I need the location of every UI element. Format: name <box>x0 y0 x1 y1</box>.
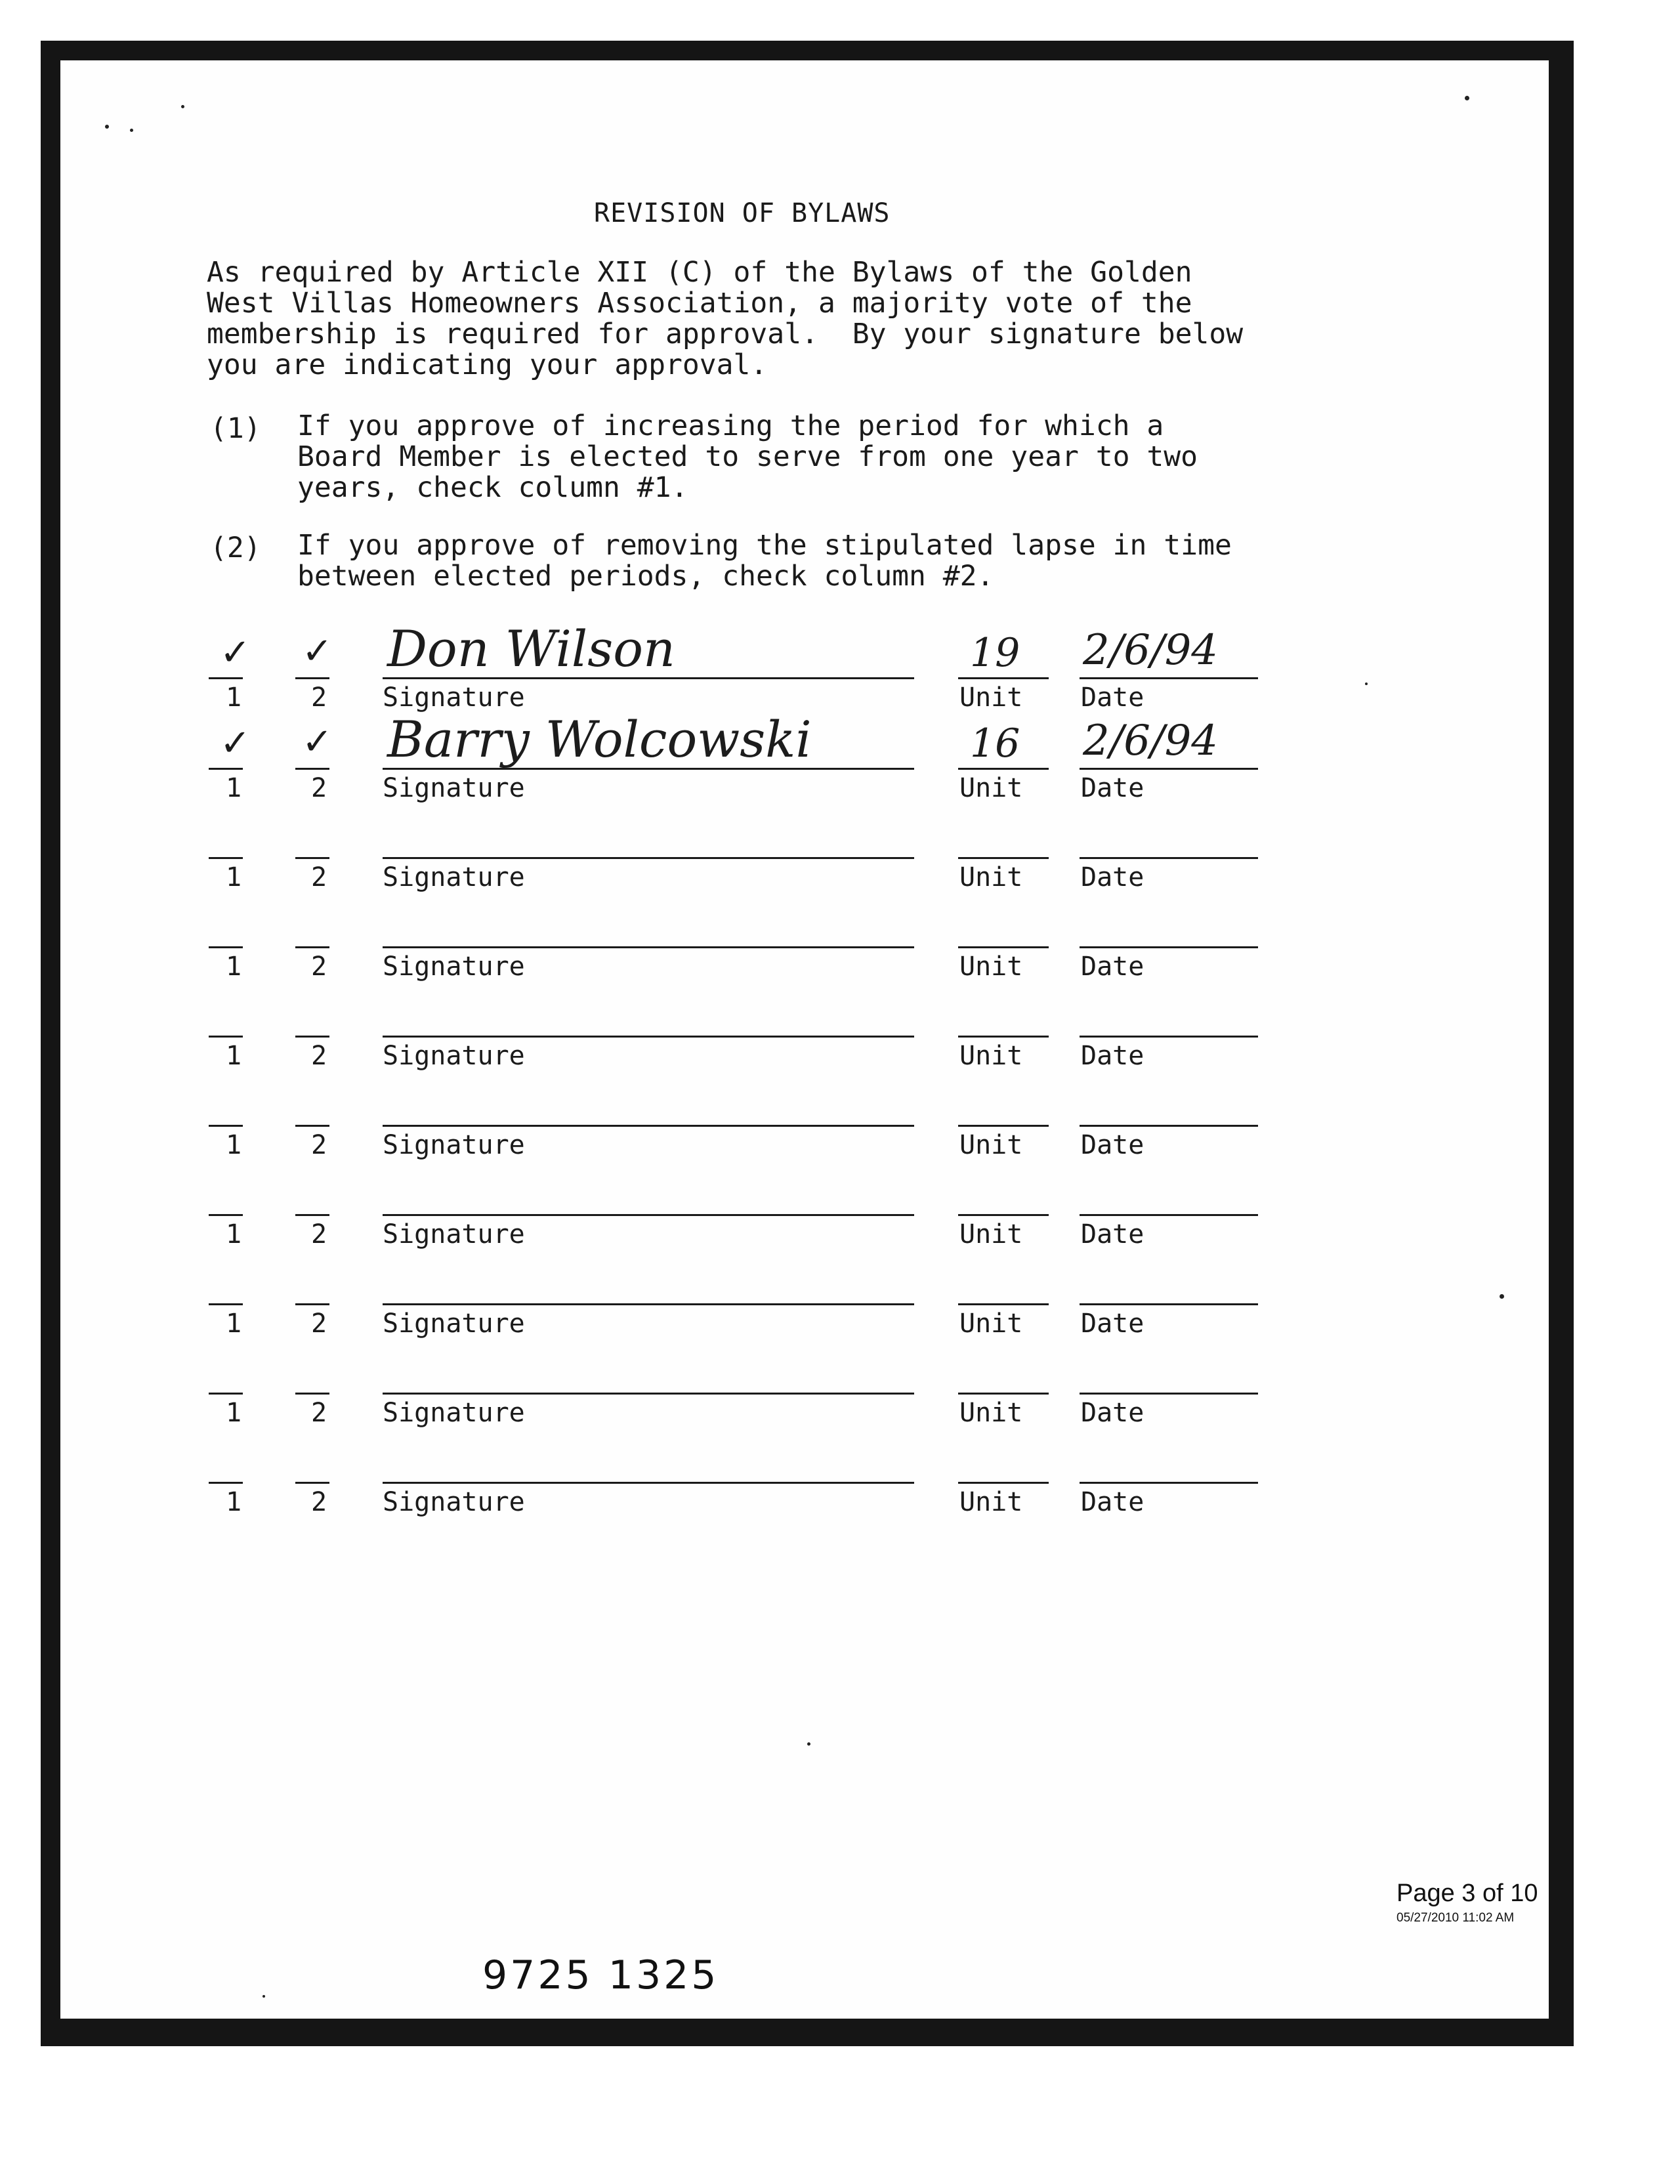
signature-row <box>0 1393 1680 1458</box>
col2-label: 2 <box>311 682 327 713</box>
signature-line <box>383 857 914 859</box>
col2-line <box>295 1393 329 1395</box>
col1-line <box>209 1036 243 1038</box>
date-line <box>1080 1125 1258 1127</box>
handwritten-unit: 19 <box>970 630 1020 676</box>
unit-label: Unit <box>959 862 1023 892</box>
date-line <box>1080 768 1258 770</box>
col1-label: 1 <box>226 862 242 892</box>
col1-label: 1 <box>226 1041 242 1071</box>
col1-line <box>209 768 243 770</box>
date-line <box>1080 1303 1258 1305</box>
handwritten-date: 2/6/94 <box>1083 626 1218 675</box>
check-col2: ✓ <box>302 721 333 763</box>
unit-line <box>958 857 1049 859</box>
col2-label: 2 <box>311 773 327 803</box>
signature-row <box>0 620 1680 743</box>
speck <box>262 1995 265 1998</box>
col2-line <box>295 677 329 679</box>
col2-line <box>295 946 329 948</box>
col2-label: 2 <box>311 952 327 982</box>
signature-line <box>383 1214 914 1216</box>
unit-label: Unit <box>959 1398 1023 1428</box>
unit-label: Unit <box>959 1041 1023 1071</box>
col1-line <box>209 1482 243 1484</box>
col1-line <box>209 1303 243 1305</box>
col1-label: 1 <box>226 773 242 803</box>
date-line <box>1080 857 1258 859</box>
signature-label: Signature <box>383 773 525 803</box>
date-label: Date <box>1081 1309 1144 1339</box>
col2-label: 2 <box>311 1219 327 1250</box>
unit-line <box>958 1482 1049 1484</box>
col1-label: 1 <box>226 1398 242 1428</box>
unit-label: Unit <box>959 1487 1023 1517</box>
date-label: Date <box>1081 952 1144 982</box>
check-col1: ✓ <box>220 631 251 674</box>
signature-line <box>383 1125 914 1127</box>
unit-line <box>958 1036 1049 1038</box>
unit-label: Unit <box>959 1130 1023 1160</box>
item-number-2: (2) <box>210 532 261 564</box>
date-line <box>1080 946 1258 948</box>
col1-label: 1 <box>226 1487 242 1517</box>
speck <box>130 129 133 132</box>
unit-line <box>958 1125 1049 1127</box>
col2-label: 2 <box>311 1487 327 1517</box>
intro-paragraph: As required by Article XII (C) of the Bylaws of the Golden West Villas Homeowners Association, a majority vote of the membership is required for approval. By your signature below you are indicating your approval. <box>207 256 1244 381</box>
col2-line <box>295 1303 329 1305</box>
speck <box>807 1742 810 1746</box>
col2-line <box>295 1214 329 1216</box>
signature-row <box>0 946 1680 1012</box>
date-label: Date <box>1081 1041 1144 1071</box>
col1-line <box>209 857 243 859</box>
date-label: Date <box>1081 1398 1144 1428</box>
date-line <box>1080 1393 1258 1395</box>
signature-label: Signature <box>383 1219 525 1250</box>
check-col1: ✓ <box>220 722 251 765</box>
col2-label: 2 <box>311 1309 327 1339</box>
signature-line <box>383 1036 914 1038</box>
col2-line <box>295 1036 329 1038</box>
unit-label: Unit <box>959 682 1023 713</box>
signature-row <box>0 1482 1680 1547</box>
col2-line <box>295 857 329 859</box>
date-line <box>1080 1214 1258 1216</box>
signature-label: Signature <box>383 952 525 982</box>
document-number: 9725 1325 <box>482 1952 719 1998</box>
unit-label: Unit <box>959 952 1023 982</box>
date-line <box>1080 1482 1258 1484</box>
date-label: Date <box>1081 1219 1144 1250</box>
col1-line <box>209 1393 243 1395</box>
signature-row <box>0 1036 1680 1101</box>
signature-line <box>383 1303 914 1305</box>
col1-line <box>209 1125 243 1127</box>
signature-label: Signature <box>383 1130 525 1160</box>
col2-line <box>295 768 329 770</box>
handwritten-date: 2/6/94 <box>1083 717 1218 765</box>
unit-line <box>958 1214 1049 1216</box>
col1-label: 1 <box>226 952 242 982</box>
speck <box>1465 96 1469 100</box>
handwritten-unit: 16 <box>970 721 1020 766</box>
unit-line <box>958 1303 1049 1305</box>
check-col2: ✓ <box>302 630 333 673</box>
col1-label: 1 <box>226 1309 242 1339</box>
date-line <box>1080 1036 1258 1038</box>
signature-line <box>383 1482 914 1484</box>
signature-line <box>383 1393 914 1395</box>
signature-label: Signature <box>383 1398 525 1428</box>
item-number-1: (1) <box>210 412 261 445</box>
unit-line <box>958 946 1049 948</box>
signature-label: Signature <box>383 682 525 713</box>
page-title: REVISION OF BYLAWS <box>594 198 891 228</box>
speck <box>1500 1294 1504 1299</box>
signature-row <box>0 710 1680 833</box>
col2-label: 2 <box>311 1130 327 1160</box>
col2-line <box>295 1125 329 1127</box>
signature-row <box>0 857 1680 923</box>
date-label: Date <box>1081 1130 1144 1160</box>
signature-label: Signature <box>383 1309 525 1339</box>
unit-line <box>958 1393 1049 1395</box>
signature-row <box>0 1214 1680 1280</box>
date-label: Date <box>1081 682 1144 713</box>
col2-label: 2 <box>311 1398 327 1428</box>
col1-line <box>209 1214 243 1216</box>
col2-label: 2 <box>311 1041 327 1071</box>
speck <box>181 105 184 108</box>
handwritten-signature: Don Wilson <box>387 620 675 678</box>
signature-line <box>383 946 914 948</box>
date-label: Date <box>1081 773 1144 803</box>
signature-label: Signature <box>383 1487 525 1517</box>
item-text-1: If you approve of increasing the period for which a Board Member is elected to serve from one year to two years, check column #1. <box>297 410 1198 504</box>
item-text-2: If you approve of removing the stipulated lapse in time between elected periods, check column #2. <box>297 529 1232 593</box>
col1-label: 1 <box>226 682 242 713</box>
date-label: Date <box>1081 862 1144 892</box>
col1-line <box>209 677 243 679</box>
unit-label: Unit <box>959 1309 1023 1339</box>
col2-label: 2 <box>311 862 327 892</box>
handwritten-signature: Barry Wolcowski <box>387 710 812 768</box>
unit-line <box>958 677 1049 679</box>
signature-label: Signature <box>383 1041 525 1071</box>
col1-label: 1 <box>226 1130 242 1160</box>
print-timestamp: 05/27/2010 11:02 AM <box>1396 1911 1515 1925</box>
unit-label: Unit <box>959 1219 1023 1250</box>
unit-line <box>958 768 1049 770</box>
signature-label: Signature <box>383 862 525 892</box>
date-line <box>1080 677 1258 679</box>
col1-label: 1 <box>226 1219 242 1250</box>
signature-row <box>0 1303 1680 1369</box>
speck <box>105 125 109 129</box>
page-indicator: Page 3 of 10 <box>1396 1880 1538 1907</box>
col1-line <box>209 946 243 948</box>
unit-label: Unit <box>959 773 1023 803</box>
signature-row <box>0 1125 1680 1190</box>
col2-line <box>295 1482 329 1484</box>
date-label: Date <box>1081 1487 1144 1517</box>
